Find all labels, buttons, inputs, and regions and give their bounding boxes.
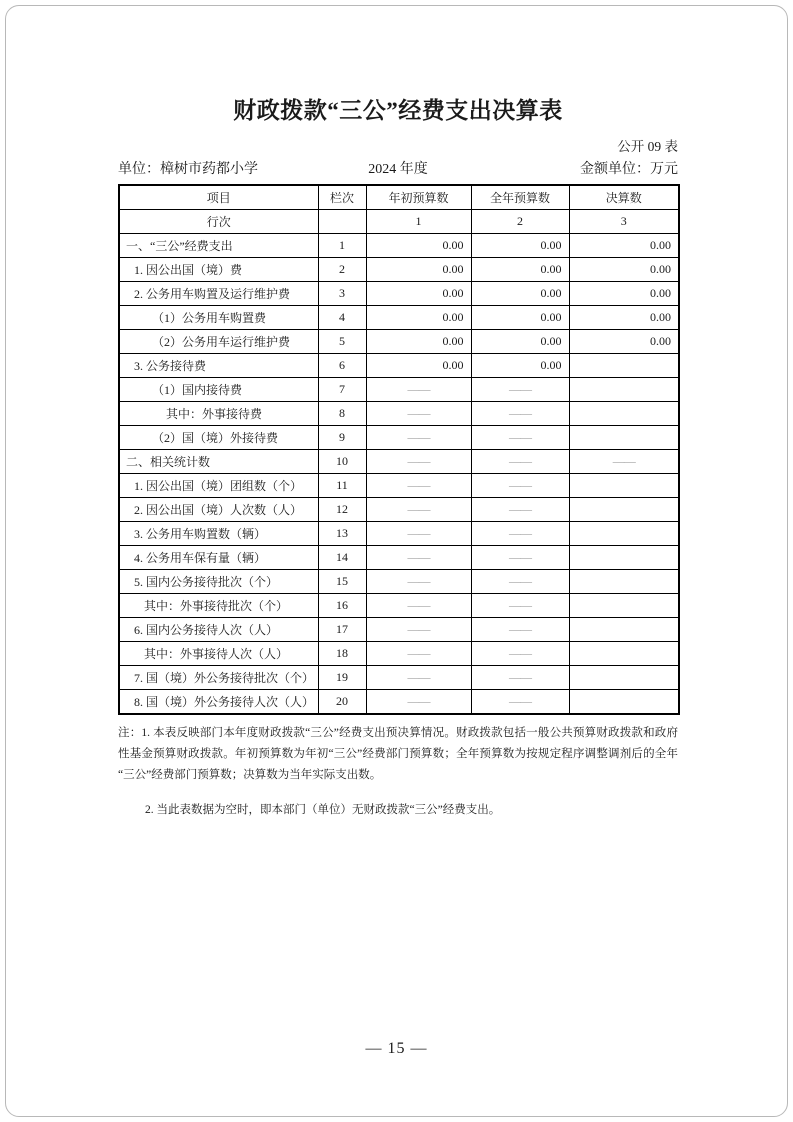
cell-annual-budget: ——: [471, 498, 569, 522]
table-row: [119, 570, 679, 594]
row-item-label: 2. 因公出国（境）人次数（人）: [119, 498, 318, 522]
cell-final-accounts: [569, 642, 679, 666]
cell-initial-budget: ——: [366, 546, 471, 570]
table-row: [119, 618, 679, 642]
cell-initial-budget: ——: [366, 570, 471, 594]
table-row: [119, 546, 679, 570]
row-line-no: 1: [318, 234, 366, 258]
notes-block: [118, 723, 678, 821]
table-row: [119, 690, 679, 715]
cell-final-accounts: ——: [569, 450, 679, 474]
row-item-label: （2）公务用车运行维护费: [119, 330, 318, 354]
cell-final-accounts: 0.00: [569, 282, 679, 306]
table-meta-row: [118, 159, 678, 181]
cell-annual-budget: ——: [471, 690, 569, 715]
row-item-label: 其中：外事接待费: [119, 402, 318, 426]
row-item-label: 5. 国内公务接待批次（个）: [119, 570, 318, 594]
cell-initial-budget: 0.00: [366, 330, 471, 354]
table-row: [119, 402, 679, 426]
cell-final-accounts: [569, 378, 679, 402]
cell-annual-budget: 0.00: [471, 354, 569, 378]
row-line-no: 6: [318, 354, 366, 378]
cell-final-accounts: [569, 522, 679, 546]
cell-annual-budget: ——: [471, 426, 569, 450]
row-line-no: 2: [318, 258, 366, 282]
table-row: [119, 378, 679, 402]
cell-final-accounts: [569, 690, 679, 715]
row-item-label: 7. 国（境）外公务接待批次（个）: [119, 666, 318, 690]
col-header-item: 项目: [119, 185, 318, 210]
cell-final-accounts: [569, 570, 679, 594]
cell-final-accounts: 0.00: [569, 330, 679, 354]
page-number: — 15 —: [365, 1040, 428, 1057]
cell-final-accounts: 0.00: [569, 234, 679, 258]
table-row: [119, 594, 679, 618]
cell-annual-budget: ——: [471, 522, 569, 546]
row-item-label: 其中：外事接待批次（个）: [119, 594, 318, 618]
row-item-label: 4. 公务用车保有量（辆）: [119, 546, 318, 570]
row-line-no: 4: [318, 306, 366, 330]
cell-final-accounts: [569, 618, 679, 642]
line-no-final-accounts: 3: [569, 210, 679, 234]
table-row: [119, 666, 679, 690]
row-item-label: 1. 因公出国（境）团组数（个）: [119, 474, 318, 498]
cell-annual-budget: ——: [471, 546, 569, 570]
row-item-label: 2. 公务用车购置及运行维护费: [119, 282, 318, 306]
table-row: [119, 234, 679, 258]
cell-initial-budget: ——: [366, 426, 471, 450]
row-item-label: （2）国（境）外接待费: [119, 426, 318, 450]
row-line-no: 17: [318, 618, 366, 642]
row-item-label: 3. 公务接待费: [119, 354, 318, 378]
row-item-label: 1. 因公出国（境）费: [119, 258, 318, 282]
cell-initial-budget: ——: [366, 642, 471, 666]
line-row-empty-cell: [318, 210, 366, 234]
cell-initial-budget: ——: [366, 618, 471, 642]
cell-final-accounts: 0.00: [569, 258, 679, 282]
table-row: [119, 426, 679, 450]
cell-final-accounts: [569, 474, 679, 498]
row-line-no: 13: [318, 522, 366, 546]
row-line-no: 12: [318, 498, 366, 522]
row-line-no: 5: [318, 330, 366, 354]
cell-initial-budget: 0.00: [366, 306, 471, 330]
table-row: [119, 498, 679, 522]
line-number-row: [119, 210, 679, 234]
cell-final-accounts: [569, 594, 679, 618]
cell-initial-budget: ——: [366, 690, 471, 715]
col-header-initial-budget: 年初预算数: [366, 185, 471, 210]
cell-annual-budget: ——: [471, 642, 569, 666]
col-header-column-no: 栏次: [318, 185, 366, 210]
row-line-no: 19: [318, 666, 366, 690]
cell-annual-budget: 0.00: [471, 330, 569, 354]
row-item-label: 其中：外事接待人次（人）: [119, 642, 318, 666]
cell-annual-budget: ——: [471, 570, 569, 594]
table-row: [119, 450, 679, 474]
row-item-label: （1）公务用车购置费: [119, 306, 318, 330]
table-row: [119, 354, 679, 378]
cell-final-accounts: [569, 546, 679, 570]
row-item-label: 8. 国（境）外公务接待人次（人）: [119, 690, 318, 715]
cell-initial-budget: ——: [366, 594, 471, 618]
row-line-no: 14: [318, 546, 366, 570]
cell-annual-budget: ——: [471, 474, 569, 498]
row-line-no: 20: [318, 690, 366, 715]
line-row-label: 行次: [119, 210, 318, 234]
cell-final-accounts: [569, 402, 679, 426]
cell-final-accounts: [569, 426, 679, 450]
cell-final-accounts: [569, 354, 679, 378]
cell-initial-budget: ——: [366, 402, 471, 426]
row-item-label: 6. 国内公务接待人次（人）: [119, 618, 318, 642]
table-body: [119, 185, 679, 714]
table-row: [119, 330, 679, 354]
row-line-no: 10: [318, 450, 366, 474]
row-line-no: 15: [318, 570, 366, 594]
cell-annual-budget: ——: [471, 594, 569, 618]
row-item-label: 3. 公务用车购置数（辆）: [119, 522, 318, 546]
row-line-no: 16: [318, 594, 366, 618]
cell-final-accounts: [569, 666, 679, 690]
cell-annual-budget: 0.00: [471, 258, 569, 282]
cell-final-accounts: 0.00: [569, 306, 679, 330]
note-1: 注：1. 本表反映部门本年度财政拨款“三公”经费支出预决算情况。财政拨款包括一般公共预算财政拨款和政府性基金预算财政拨款。年初预算数为年初“三公”经费部门预算数；全年预算数为按规定程序调整调剂后的全年“三公”经费部门预算数；决算数为当年实际支出数。: [118, 727, 678, 781]
row-item-label: 二、相关统计数: [119, 450, 318, 474]
cell-initial-budget: ——: [366, 450, 471, 474]
cell-initial-budget: ——: [366, 522, 471, 546]
cell-annual-budget: 0.00: [471, 234, 569, 258]
cell-initial-budget: 0.00: [366, 282, 471, 306]
fiscal-year-label: 2024 年度: [368, 162, 428, 177]
cell-annual-budget: ——: [471, 618, 569, 642]
table-header-row: [119, 185, 679, 210]
cell-initial-budget: 0.00: [366, 258, 471, 282]
cell-annual-budget: 0.00: [471, 282, 569, 306]
table-row: [119, 522, 679, 546]
row-line-no: 9: [318, 426, 366, 450]
cell-initial-budget: ——: [366, 666, 471, 690]
table-row: [119, 642, 679, 666]
table-row: [119, 306, 679, 330]
table-row: [119, 258, 679, 282]
row-line-no: 8: [318, 402, 366, 426]
row-line-no: 7: [318, 378, 366, 402]
cell-annual-budget: ——: [471, 378, 569, 402]
document-content: [118, 94, 678, 821]
cell-initial-budget: ——: [366, 474, 471, 498]
table-row: [119, 474, 679, 498]
three-public-expense-table: [118, 184, 680, 715]
page-title: 财政拨款“三公”经费支出决算表: [233, 98, 563, 123]
line-no-annual-budget: 2: [471, 210, 569, 234]
col-header-annual-budget: 全年预算数: [471, 185, 569, 210]
line-no-initial-budget: 1: [366, 210, 471, 234]
row-item-label: （1）国内接待费: [119, 378, 318, 402]
cell-annual-budget: ——: [471, 450, 569, 474]
amount-unit-label: 金额单位：万元: [580, 162, 679, 177]
cell-initial-budget: 0.00: [366, 234, 471, 258]
cell-annual-budget: ——: [471, 666, 569, 690]
cell-initial-budget: 0.00: [366, 354, 471, 378]
cell-initial-budget: ——: [366, 498, 471, 522]
cell-initial-budget: ——: [366, 378, 471, 402]
form-number-tag: 公开 09 表: [617, 139, 678, 154]
cell-annual-budget: ——: [471, 402, 569, 426]
table-row: [119, 282, 679, 306]
note-2: 2. 当此表数据为空时，即本部门（单位）无财政拨款“三公”经费支出。: [145, 804, 501, 816]
col-header-final-accounts: 决算数: [569, 185, 679, 210]
row-line-no: 18: [318, 642, 366, 666]
cell-annual-budget: 0.00: [471, 306, 569, 330]
row-line-no: 11: [318, 474, 366, 498]
unit-label: 单位：樟树市药都小学: [118, 162, 258, 177]
cell-final-accounts: [569, 498, 679, 522]
row-item-label: 一、“三公”经费支出: [119, 234, 318, 258]
row-line-no: 3: [318, 282, 366, 306]
